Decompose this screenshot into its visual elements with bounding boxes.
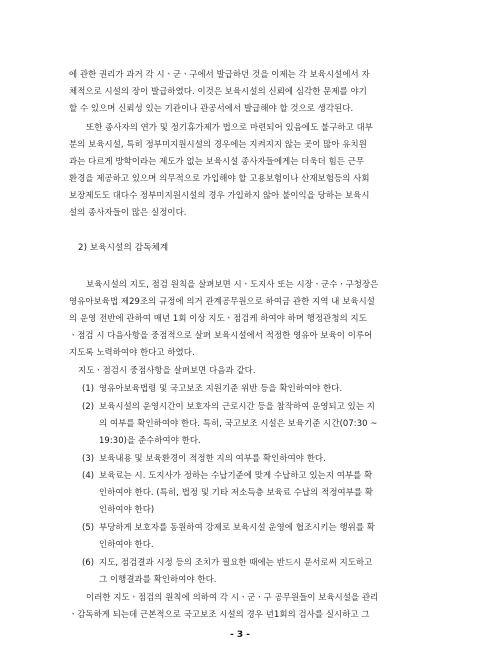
- list-item-line: 인하여야 한다.: [99, 539, 154, 549]
- paragraph-2-line: 환경을 제공하고 있으며 의무적으로 가입해야 할 고용보험이나 산재보험등의 사회: [69, 173, 370, 183]
- list-intro: 지도ㆍ점검시 중점사항을 살펴보면 다음과 같다.: [78, 365, 256, 375]
- list-item-line: 지도, 점검결과 시정 등의 조치가 필요한 때에는 반드시 문서로써 지도하고: [99, 557, 373, 567]
- paragraph-3-line: ㆍ점검 시 다음사항을 중점적으로 살펴 보육시설에서 적정한 영유아 보육이 이루어: [69, 330, 373, 340]
- list-item-number: (1): [82, 383, 95, 393]
- list-item-line: 19:30)을 준수하여야 한다.: [99, 435, 201, 445]
- paragraph-3-line: 보육시설의 지도, 점검 원칙을 살펴보면 시ㆍ도지사 또는 시장ㆍ군수ㆍ구청장은: [86, 279, 379, 289]
- paragraph-1-line: 에 관한 권리가 과거 각 시ㆍ군ㆍ구에서 발급하던 것을 이제는 각 보육시설에서 자: [69, 69, 370, 79]
- page-number: - 3 -: [230, 630, 250, 640]
- list-item-number: (2): [82, 401, 95, 411]
- paragraph-2-line: 또한 종사자의 연가 및 정기휴가제가 법으로 마련되어 있음에도 불구하고 대부: [86, 122, 373, 132]
- list-item-line: 보육시설의 운영시간이 보호자의 근로시간 등을 참작하여 운영되고 있는 지: [99, 401, 375, 411]
- list-item-line: 인하여야 한다. (특히, 법정 및 기타 저소득층 보육료 수납의 적정여부를 확: [99, 487, 374, 497]
- list-item-number: (6): [82, 557, 95, 567]
- list-item-line: 의 여부를 확인하여야 한다. 특히, 국고보조 시설은 보육기준 시간(07:30 ~: [99, 418, 378, 428]
- list-item-line: 보육료는 시. 도지사가 정하는 수납기준에 맞게 수납하고 있는지 여부를 확: [99, 470, 373, 480]
- paragraph-1-line: 할 수 있으며 신뢰성 있는 기관이나 관공서에서 발급해야 할 것으로 생각된다.: [69, 103, 354, 113]
- list-item-line: 그 이행결과를 확인하여야 한다.: [99, 574, 217, 584]
- list-item-line: 부당하게 보호자를 동원하여 강제로 보육시설 운영에 협조시키는 행위를 확: [99, 522, 375, 532]
- paragraph-4-line: ㆍ감독하게 되는데 근본적으로 국고보조 시설의 경우 년1회의 검사를 실시하고 그: [69, 609, 370, 619]
- list-item-line: 영유아보육법령 및 국고보조 지원기준 위반 등을 확인하여야 한다.: [99, 383, 343, 393]
- paragraph-3-line: 지도록 노력하여야 한다고 하였다.: [69, 347, 195, 357]
- list-item-number: (4): [82, 470, 95, 480]
- paragraph-1-line: 체적으로 시설의 장이 발급하였다. 이것은 보육시설의 신뢰에 심각한 문제를 야기: [69, 86, 367, 96]
- list-item-number: (3): [82, 453, 95, 463]
- paragraph-2-line: 분의 보육시설, 특히 정부미지원시설의 경우에는 지켜지지 않는 곳이 많아 유치원: [69, 139, 367, 149]
- list-item-line: 보육내용 및 보육환경이 적정한 지의 여부를 확인하여야 한다.: [99, 453, 326, 463]
- list-item-number: (5): [82, 522, 95, 532]
- list-item-line: 인하여야 한다): [99, 504, 155, 514]
- section-heading: 2) 보육시설의 감독체계: [78, 243, 169, 253]
- paragraph-3-line: 의 운영 전반에 관하여 매년 1회 이상 지도ㆍ점검케 하여야 하며 행정관청의 지도: [69, 313, 367, 323]
- paragraph-2-line: 설의 종사자들이 많은 실정이다.: [69, 207, 187, 217]
- paragraph-4-line: 이러한 지도ㆍ점검의 원칙에 의하여 각 시ㆍ군ㆍ구 공무원들이 보육시설을 관리: [86, 592, 379, 602]
- paragraph-2-line: 과는 다르게 방학이라는 제도가 없는 보육시설 종사자들에게는 더욱더 힘든 근무: [69, 156, 365, 166]
- paragraph-2-line: 보장제도도 대다수 정부미지원시설의 경우 가입하지 않아 불이익을 당하는 보육시: [69, 190, 370, 200]
- paragraph-3-line: 영유아보육법 제29조의 규정에 의거 관계공무원으로 하여금 관한 지역 내 보육시설: [69, 296, 375, 306]
